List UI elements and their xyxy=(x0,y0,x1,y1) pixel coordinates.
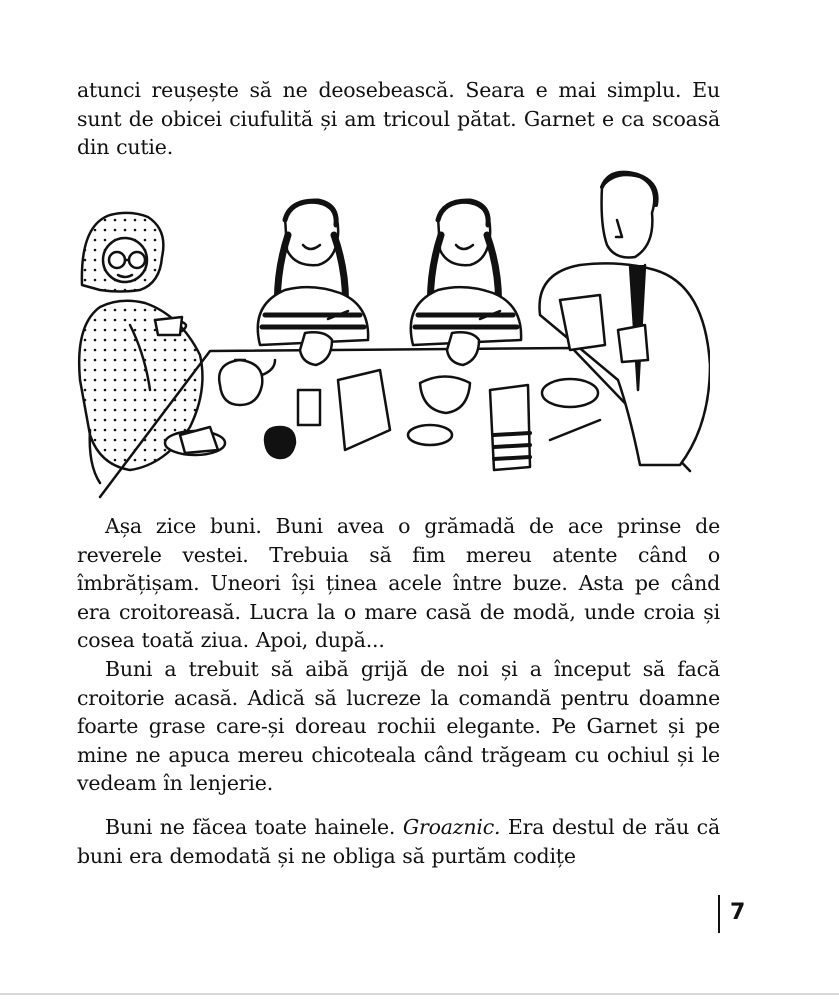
girl-left xyxy=(258,201,368,365)
breakfast-illustration xyxy=(70,165,710,500)
paragraph-3 xyxy=(77,813,720,870)
paragraph-3-end: Era destul de rău că buni era demodată și ne obliga să purtăm codițe xyxy=(77,815,720,868)
table-items xyxy=(165,360,600,470)
paragraph-top: atunci reușește să ne deosebească. Seara e mai simplu. Eu sunt de obicei ciufulită și am tricoul pătat. Garnet e ca scoasă din cutie. xyxy=(77,78,720,160)
page-bottom-edge xyxy=(0,993,839,995)
paragraph-3-italic: Groaznic. xyxy=(402,815,501,839)
paragraph-2: Buni a trebuit să aibă grijă de noi și a început să facă croitorie acasă. Adică să lucreze la comandă pentru doamne foarte grase care-și doreau rochii elegante. Pe Garnet și pe mine ne apuca mereu chicoteala când trăgeam cu ochiul și le vedeam în lenjerie. xyxy=(77,657,720,796)
girl-right xyxy=(411,201,521,365)
page-number-rule xyxy=(718,895,720,933)
paragraph-3-start: Buni ne făcea toate hainele. xyxy=(105,815,396,839)
paragraph-1: Așa zice buni. Buni avea o grămadă de ace prinse de reverele vestei. Trebuia să fim mereu atente când o îmbrățișam. Uneori își ținea acele între buze. Asta pe când era croitoreasă. Lucra la o mare casă de modă, unde croia și cosea toată ziua. Apoi, după... xyxy=(77,514,720,653)
father-figure xyxy=(540,173,711,465)
page-number: 7 xyxy=(730,900,746,925)
